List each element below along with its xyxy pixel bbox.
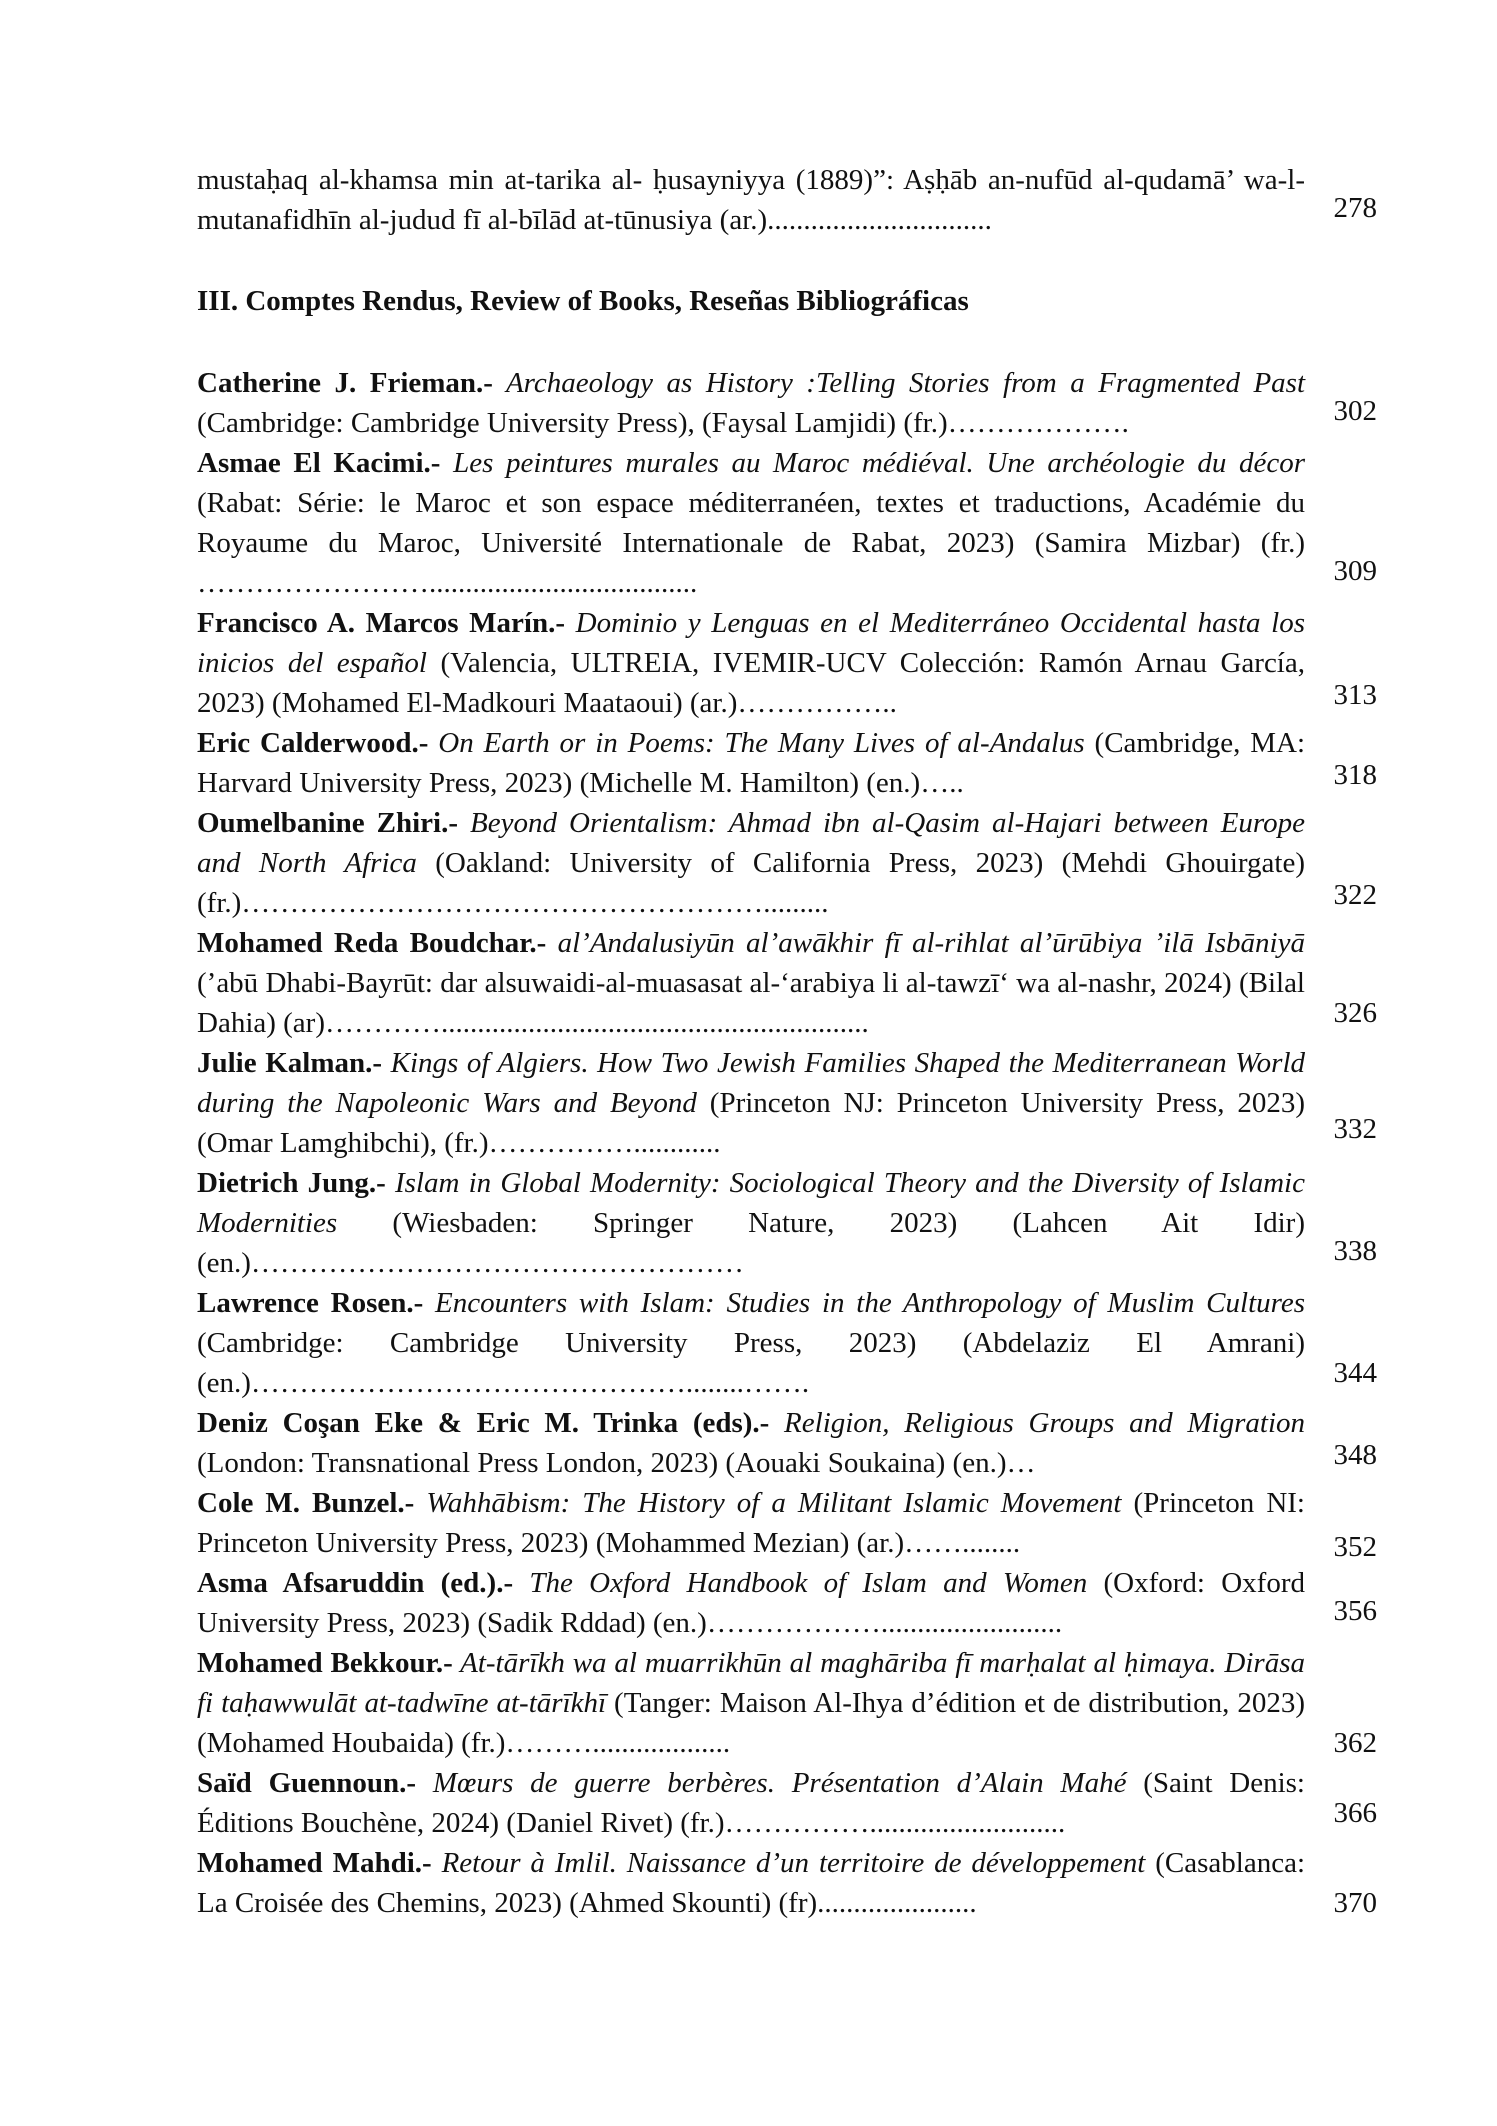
- entry-details: (’abū Dhabi-Bayrūt: dar alsuwaidi-al-muasasat al-‘arabiya li al-tawzī‘ wa al-nashr, 2024) (Bilal Dahia) (ar)…………...........................................................: [197, 967, 1305, 1039]
- review-entry: [197, 603, 1377, 723]
- entry-title: At-tārīkh wa al muarrikhūn al maghāriba fī marḥalat al ḥimaya. Dirāsa fi taḥawwulāt at-tadwīne at-tārīkhī: [197, 1647, 1306, 1719]
- review-entry: [197, 1483, 1377, 1563]
- section-heading: III. Comptes Rendus, Review of Books, Reseñas Bibliográficas: [197, 285, 969, 317]
- entry-page-number: 338: [1333, 1235, 1377, 1267]
- entry-details: (Princeton NI: Princeton University Press, 2023) (Mohammed Mezian) (ar.)……........: [197, 1487, 1305, 1559]
- entry-text: [197, 1763, 1305, 1843]
- entry-title: Religion, Religious Groups and Migration: [769, 1407, 1306, 1439]
- entry-page-number: 278: [1333, 192, 1377, 224]
- entry-author: Oumelbanine Zhiri.-: [197, 807, 458, 839]
- entry-text: [197, 1563, 1305, 1643]
- entry-details: (Saint Denis: Éditions Bouchène, 2024) (Daniel Rivet) (fr.)……………...........................: [197, 1767, 1305, 1839]
- entry-author: Mohamed Mahdi.-: [197, 1847, 432, 1879]
- review-entry: [197, 1843, 1377, 1923]
- entry-text: [197, 1843, 1305, 1923]
- entry-details: (Cambridge: Cambridge University Press), (Faysal Lamjidi) (fr.)……………….: [197, 407, 1129, 439]
- entry-details: (Oxford: Oxford University Press, 2023) (Sadik Rddad) (en.)……………….........................: [197, 1567, 1305, 1639]
- entry-title: Archaeology as History :Telling Stories from a Fragmented Past: [492, 367, 1305, 399]
- review-entry: [197, 1643, 1377, 1763]
- review-entry: [197, 803, 1377, 923]
- entry-author: Mohamed Bekkour.-: [197, 1647, 453, 1679]
- entry-page-number: 302: [1333, 395, 1377, 427]
- review-entry: [197, 1763, 1377, 1843]
- entry-author: Saïd Guennoun.-: [197, 1767, 417, 1799]
- entry-details: (Wiesbaden: Springer Nature, 2023) (Lahcen Ait Idir) (en.)……………………………………………: [197, 1207, 1305, 1279]
- review-entry: [197, 1163, 1377, 1283]
- entry-page-number: 352: [1333, 1531, 1377, 1563]
- entry-author: Lawrence Rosen.-: [197, 1287, 424, 1319]
- entry-title: The Oxford Handbook of Islam and Women: [513, 1567, 1088, 1599]
- entry-text: [197, 1403, 1305, 1483]
- entry-page-number: 344: [1333, 1357, 1377, 1389]
- entry-title: Beyond Orientalism: Ahmad ibn al-Qasim al-Hajari between Europe and North Africa: [197, 807, 1305, 879]
- entry-page-number: 366: [1333, 1797, 1377, 1829]
- entry-details: (Casablanca: La Croisée des Chemins, 2023) (Ahmed Skounti) (fr)......................: [197, 1847, 1305, 1919]
- entry-page-number: 332: [1333, 1113, 1377, 1145]
- entry-author: Catherine J. Frieman.-: [197, 367, 493, 399]
- entry-title: Wahhābism: The History of a Militant Islamic Movement: [414, 1487, 1122, 1519]
- entry-text: [197, 1283, 1305, 1403]
- entry-title: Kings of Algiers. How Two Jewish Families Shaped the Mediterranean World during the Napoleonic Wars and Beyond: [197, 1047, 1306, 1119]
- entry-page-number: 326: [1333, 997, 1377, 1029]
- review-entry: [197, 923, 1377, 1043]
- entry-page-number: 318: [1333, 759, 1377, 791]
- review-entry: [197, 1563, 1377, 1643]
- entry-title: Dominio y Lenguas en el Mediterráneo Occidental hasta los inicios del español: [197, 607, 1305, 679]
- entry-details: (Cambridge: Cambridge University Press, 2023) (Abdelaziz El Amrani) (en.)………………………………………........…….: [197, 1327, 1305, 1399]
- entry-title: On Earth or in Poems: The Many Lives of al-Andalus: [428, 727, 1085, 759]
- entry-title: Retour à Imlil. Naissance d’un territoire de développement: [431, 1847, 1146, 1879]
- entry-page-number: 362: [1333, 1727, 1377, 1759]
- entry-text: [197, 443, 1305, 603]
- entry-page-number: 370: [1333, 1887, 1377, 1919]
- entry-page-number: 313: [1333, 679, 1377, 711]
- entry-title: Islam in Global Modernity: Sociological Theory and the Diversity of Islamic Modernities: [197, 1167, 1305, 1239]
- entry-text: [197, 363, 1305, 443]
- entry-title: Encounters with Islam: Studies in the Anthropology of Muslim Cultures: [423, 1287, 1306, 1319]
- entry-text: [197, 1643, 1305, 1763]
- entry-details: (Rabat: Série: le Maroc et son espace méditerranéen, textes et traductions, Académie du Royaume du Maroc, Université Internationale de Rabat, 2023) (Samira Mizbar) (fr.) …………………….....................................: [197, 487, 1305, 599]
- entry-page-number: 348: [1333, 1439, 1377, 1471]
- entry-author: Eric Calderwood.-: [197, 727, 429, 759]
- entry-author: Francisco A. Marcos Marín.-: [197, 607, 565, 639]
- review-entry: [197, 1043, 1377, 1163]
- entry-details: (Princeton NJ: Princeton University Press, 2023) (Omar Lamghibchi), (fr.)……………............: [197, 1087, 1305, 1159]
- entry-text: [197, 803, 1305, 923]
- entry-page-number: 309: [1333, 555, 1377, 587]
- entry-text: [197, 723, 1305, 803]
- review-entry: [197, 1403, 1377, 1483]
- entry-title: al’Andalusiyūn al’awākhir fī al-rihlat al’ūrūbiya ’ilā Isbāniyā: [546, 927, 1305, 959]
- entry-author: Asmae El Kacimi.-: [197, 447, 441, 479]
- entry-author: Cole M. Bunzel.-: [197, 1487, 415, 1519]
- entry-text: mustaḥaq al-khamsa min at-tarika al- ḥusayniyya (1889)”: Aṣḥāb an-nufūd al-qudamā’ wa-l-mutanafidhīn al-judud fī al-bīlād at-tūnusiya (ar.)...............................: [197, 164, 1305, 236]
- review-entry: [197, 363, 1377, 443]
- entry-details: (Valencia, ULTREIA, IVEMIR-UCV Colección: Ramón Arnau García, 2023) (Mohamed El-Madkouri Maataoui) (ar.)……………..: [197, 647, 1305, 719]
- entry-text: [197, 603, 1305, 723]
- entry-text: [197, 923, 1305, 1043]
- entry-text: [197, 1163, 1305, 1283]
- review-entry: [197, 1283, 1377, 1403]
- entry-author: Mohamed Reda Boudchar.-: [197, 927, 547, 959]
- entry-author: Asma Afsaruddin (ed.).-: [197, 1567, 514, 1599]
- entry-text: [197, 1483, 1305, 1563]
- entry-page-number: 322: [1333, 879, 1377, 911]
- review-entry: [197, 723, 1377, 803]
- intro-entry: [197, 160, 1377, 240]
- entry-details: (London: Transnational Press London, 2023) (Aouaki Soukaina) (en.)…: [197, 1447, 1036, 1479]
- review-entry: [197, 443, 1377, 603]
- entry-text: [197, 1043, 1305, 1163]
- entry-details: (Cambridge, MA: Harvard University Press, 2023) (Michelle M. Hamilton) (en.)…..: [197, 727, 1305, 799]
- entry-author: Julie Kalman.-: [197, 1047, 383, 1079]
- entry-title: Mœurs de guerre berbères. Présentation d’Alain Mahé: [416, 1767, 1127, 1799]
- entry-title: Les peintures murales au Maroc médiéval. Une archéologie du décor: [440, 447, 1305, 479]
- entry-author: Deniz Coşan Eke & Eric M. Trinka (eds).-: [197, 1407, 770, 1439]
- entry-author: Dietrich Jung.-: [197, 1167, 386, 1199]
- entry-page-number: 356: [1333, 1595, 1377, 1627]
- entry-details: (Oakland: University of California Press, 2023) (Mehdi Ghouirgate) (fr.)……………………………………………….........: [197, 847, 1305, 919]
- entry-details: (Tanger: Maison Al-Ihya d’édition et de distribution, 2023) (Mohamed Houbaida) (fr.)………...................: [197, 1687, 1306, 1759]
